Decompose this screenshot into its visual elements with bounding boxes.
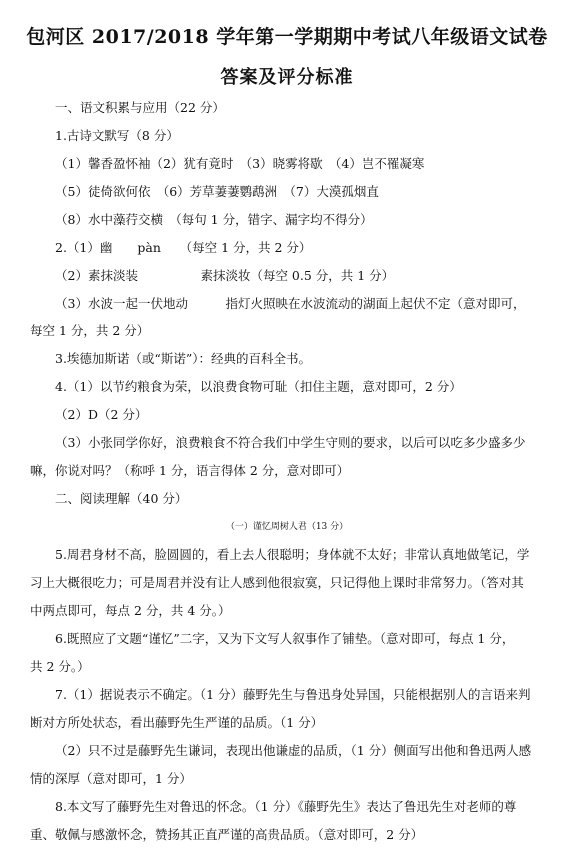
answer-line-continued: 断对方所处状态，看出藤野先生严谨的品质。（1 分） bbox=[30, 715, 324, 730]
answer-line-continued: 每空 1 分，共 2 分） bbox=[30, 323, 150, 338]
answer-line-continued: 嘛，你说对吗？（称呼 1 分，语言得体 2 分，意对即可） bbox=[30, 463, 350, 478]
answer-line: （8）水中藻荇交横 （每句 1 分，错字、漏字均不得分） bbox=[55, 212, 373, 227]
answer-line-continued: 重、敬佩与感激怀念，赞扬其正直严谨的高贵品质。（意对即可，2 分） bbox=[30, 827, 424, 842]
answer-line: 6.既照应了文题“谨忆”二字，又为下文写人叙事作了铺垫。（意对即可，每点 1 分， bbox=[55, 631, 515, 646]
answer-line-continued: 中两点即可，每点 2 分，共 4 分。） bbox=[30, 603, 231, 618]
answer-line: 3.埃德加斯诺（或“斯诺”）：经典的百科全书。 bbox=[55, 351, 311, 366]
answer-line: （3）小张同学你好，浪费粮食不符合我们中学生守则的要求，以后可以吃多少盛多少 bbox=[55, 435, 526, 450]
answer-line-continued: 共 2 分。） bbox=[30, 659, 90, 674]
answer-line: （2）D（2 分） bbox=[55, 407, 148, 422]
answer-line: 8.本文写了藤野先生对鲁迅的怀念。（1 分）《藤野先生》表达了鲁迅先生对老师的尊 bbox=[55, 799, 517, 814]
answer-line: （5）徒倚欲何依 （6）芳草萋萋鹦鹉洲 （7）大漠孤烟直 bbox=[55, 184, 379, 199]
exam-title: 包河区 2017/2018 学年第一学期期中考试八年级语文试卷 bbox=[26, 26, 548, 48]
answer-line: 7.（1）据说表示不确定。（1 分）藤野先生与鲁迅身处异国，只能根据别人的言语来判 bbox=[55, 687, 531, 702]
section-heading: 二、阅读理解（40 分） bbox=[55, 491, 188, 506]
answer-line: 2.（1）幽 pàn （每空 1 分，共 2 分） bbox=[55, 240, 312, 255]
answer-line: 5.周君身材不高，脸圆圆的，看上去人很聪明；身体就不太好；非常认真地做笔记，学 bbox=[55, 547, 530, 562]
answer-line: 4.（1）以节约粮食为荣，以浪费食物可耻（扣住主题，意对即可，2 分） bbox=[55, 379, 462, 394]
answer-line: （2）素抹淡装 素抹淡妆（每空 0.5 分，共 1 分） bbox=[55, 268, 395, 283]
answer-line: （1）馨香盈怀袖（2）犹有竟时 （3）晓雾将歇 （4）岂不罹凝寒 bbox=[55, 156, 425, 171]
answer-line-continued: 情的深厚（意对即可，1 分） bbox=[30, 771, 192, 786]
question-heading: 1.古诗文默写（8 分） bbox=[55, 128, 179, 143]
reading-passage-title: （一）谨忆周树人君（13 分） bbox=[225, 522, 349, 532]
answer-line: （3）水波一起一伏地动 指灯火照映在水波流动的湖面上起伏不定（意对即可， bbox=[55, 296, 526, 311]
answer-line-continued: 习上大概很吃力；可是周君并没有让人感到他很寂寞，只记得他上课时非常努力。（答对其 bbox=[30, 575, 524, 590]
section-heading: 一、语文积累与应用（22 分） bbox=[55, 100, 225, 115]
answer-key-subtitle: 答案及评分标准 bbox=[220, 67, 354, 88]
answer-line: （2）只不过是藤野先生谦词，表现出他谦虚的品质，（1 分）侧面写出他和鲁迅两人感 bbox=[55, 743, 532, 758]
